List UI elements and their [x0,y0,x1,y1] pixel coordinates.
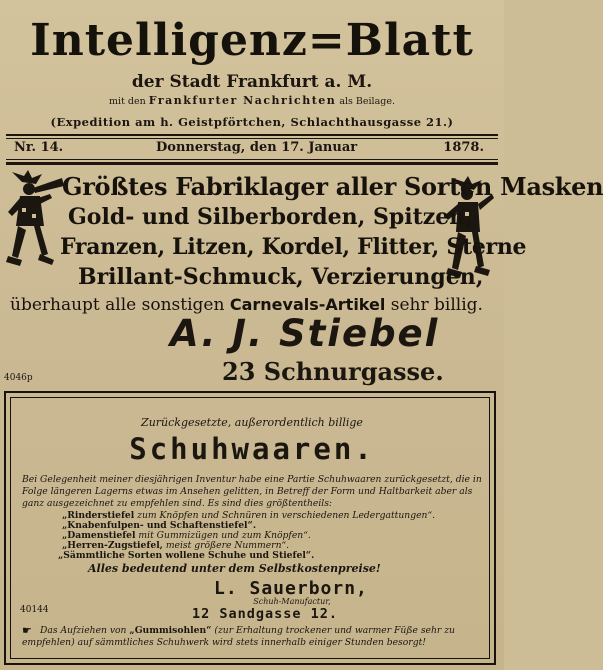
issue-date: Donnerstag, den 17. Januar [156,140,358,155]
issue-line [14,140,484,158]
stiebel-line-2: Gold- und Silberborden, Spitzen, [68,204,473,230]
item-5-name: „Sämmtliche Sorten wollene Schuhe und Stiefel“. [58,550,315,561]
stiebel-address: 23 Schnurgasse. [222,357,444,386]
sauerborn-company-name: L. Sauerborn, [214,578,368,599]
stiebel-company-name: A. J. Stiebel [170,312,440,355]
newspaper-subtitle: der Stadt Frankfurt a. M. [131,72,373,92]
supplement-title: Frankfurter Nachrichten [148,94,337,107]
supplement-post: als Beilage. [339,96,395,107]
issue-year: 1878. [443,140,484,155]
sauerborn-price-note: Alles bedeutend unter dem Selbstkostenpreise! [88,562,381,575]
sauerborn-body-3: ganz ausgezeichnet zu empfehlen sind. Es sind dies größtentheils: [22,498,333,509]
item-4-name: „Herren-Zugstiefel, [62,540,163,551]
sauerborn-address: 12 Sandgasse 12. [192,606,339,622]
stiebel-line-5-pre: überhaupt alle sonstigen [10,295,225,315]
item-4-desc: meist größere Nummern“. [165,540,290,551]
stiebel-ad-code: 4046p [4,373,33,383]
note-1-pre: Das Aufziehen von [40,625,127,636]
item-1-desc: zum Knöpfen und Schnüren in verschiedenen Ledergattungen“. [137,510,436,521]
supplement-pre: mit den [109,96,146,107]
masthead-rule-bottom [6,162,498,165]
sauerborn-intro: Zurückgesetzte, außerordentlich billige [141,416,363,429]
item-2-name: „Knabenfulpen- und Schaftenstiefel“. [62,520,257,531]
carnival-articles: Carnevals-Artikel [229,295,386,314]
jester-trumpet-figure-left [2,168,66,278]
masthead-rule-top [6,134,498,136]
item-1-name: „Rinderstiefel [62,510,135,521]
sauerborn-ad-code: 40144 [20,605,49,615]
stiebel-line-1: Größtes Fabriklager aller Sorten Masken [62,172,603,201]
issue-number: Nr. 14. [14,140,64,155]
masthead-rule-bottom-thin [6,159,498,160]
item-3-name: „Damenstiefel [62,530,136,541]
stiebel-line-4: Brillant-Schmuck, Verzierungen, [78,264,484,290]
expedition-line: (Expedition am h. Geistpförtchen, Schlachthausgasse 21.) [50,115,454,129]
sauerborn-manufactory: Schuh-Manufactur, [253,597,331,606]
masthead-rule-top-thin [6,138,498,139]
newspaper-title: Intelligenz=Blatt [30,15,474,66]
sauerborn-body-1: Bei Gelegenheit meiner diesjährigen Inventur habe eine Partie Schuhwaaren zurückgesetzt, die in [22,474,482,485]
sauerborn-body-2: Folge längeren Lagerns etwas im Ansehen gelitten, in Betreff der Form und Haltbarkeit aber als [22,486,473,497]
sauerborn-note-2: empfehlen) auf sämmtliches Schuhwerk wird stets innerhalb einiger Stunden besorgt! [22,637,426,648]
supplement-line [0,94,504,107]
note-1-post: (zur Erhaltung trockener und warmer Füße sehr zu [214,625,455,636]
sauerborn-title: Schuhwaaren. [129,432,375,466]
stiebel-line-3: Franzen, Litzen, Kordel, Flitter, Sterne [60,234,527,260]
pointing-hand-icon: ☛ [22,624,32,637]
stiebel-line-5-post: sehr billig. [390,295,483,315]
item-3-desc: mit Gummizügen und zum Knöpfen“. [138,530,311,541]
sauerborn-note-1 [40,625,455,636]
rubber-soles: „Gummisohlen“ [129,625,212,636]
sauerborn-item-5 [58,550,314,561]
